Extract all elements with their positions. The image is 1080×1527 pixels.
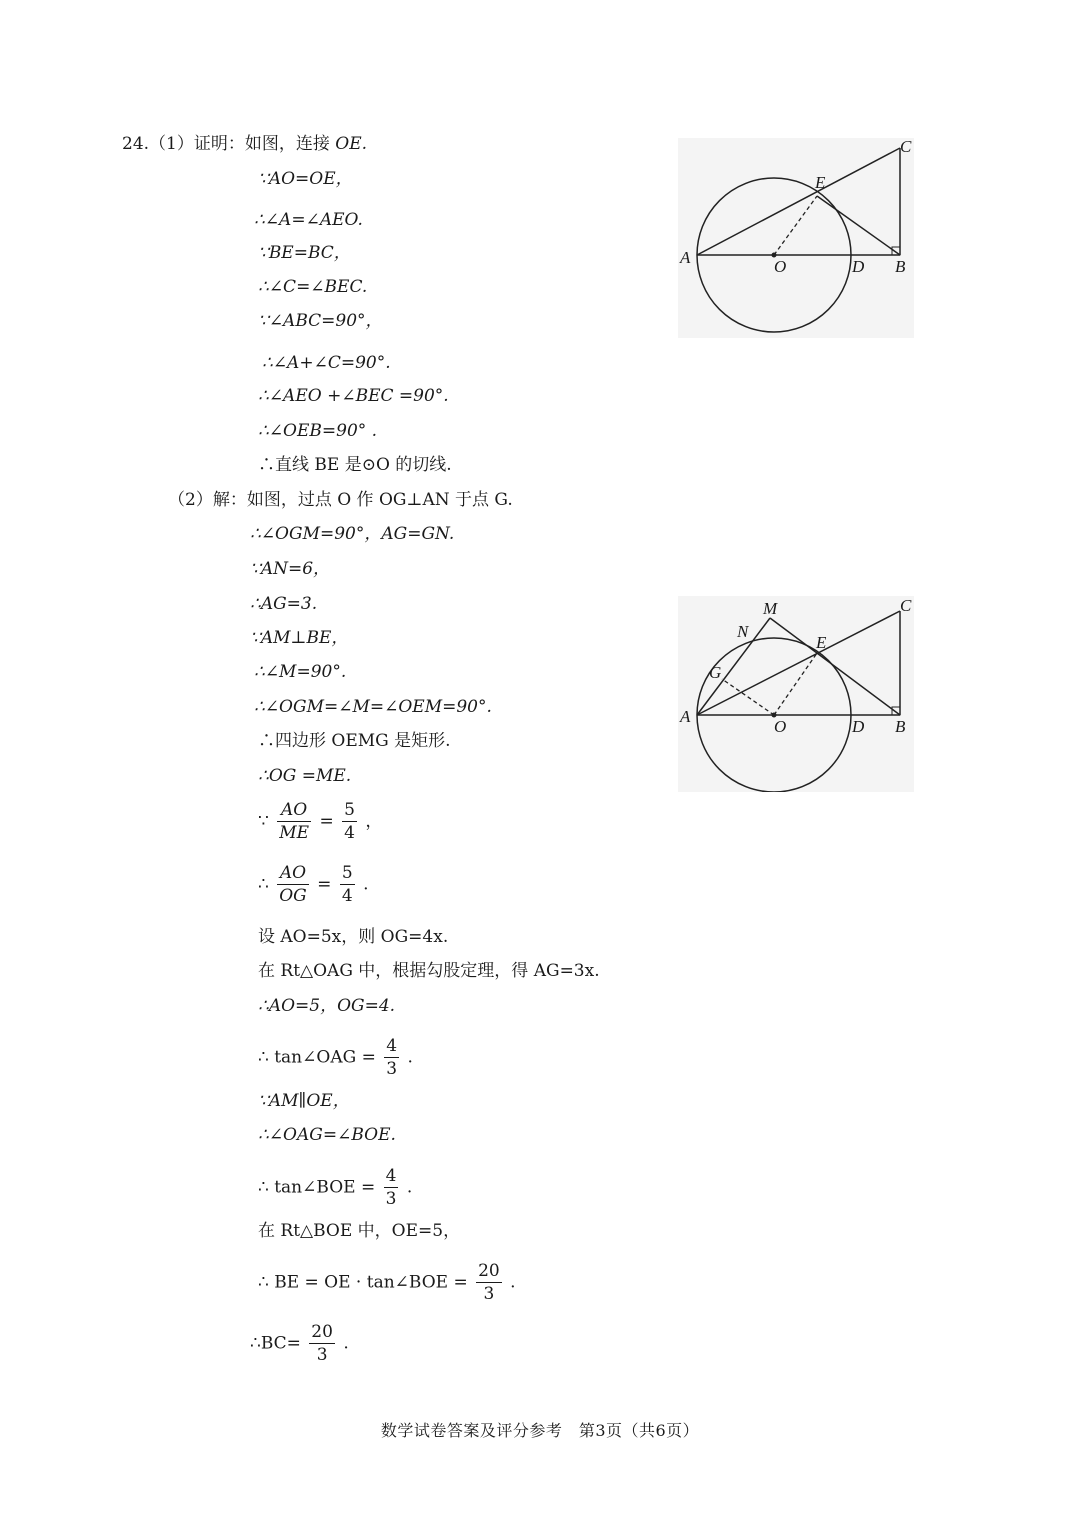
fraction-numerator: AO [277, 865, 309, 885]
fraction-prefix: ∴ tan∠OAG = [258, 1047, 376, 1068]
step-line: ∵BE=BC， [258, 243, 351, 263]
label-b: B [895, 257, 906, 276]
fraction-numerator: 4 [386, 1036, 398, 1056]
figure-1-svg [678, 138, 914, 338]
fraction [277, 865, 309, 905]
step-line: ∵AN=6， [250, 559, 331, 579]
label-e: E [816, 633, 827, 652]
fraction-suffix: ， [365, 811, 383, 832]
segment-og-dashed [722, 679, 774, 715]
page-footer: 数学试卷答案及评分参考 第3页（共6页） [380, 1421, 700, 1440]
fraction-numerator: 20 [478, 1261, 500, 1281]
part2-header: （2）解：如图，过点 O 作 OG⊥AN 于点 G. [168, 490, 513, 510]
label-o: O [774, 257, 787, 276]
segment-am [697, 618, 770, 715]
fraction-line [258, 1263, 516, 1303]
label-a: A [680, 248, 691, 267]
fraction-numerator: 5 [341, 863, 353, 883]
fraction-prefix: ∴ [258, 874, 269, 895]
segment-ac [697, 148, 900, 255]
label-m: M [763, 599, 778, 618]
equals-sign: = [319, 811, 334, 832]
fraction-line [258, 802, 382, 842]
fraction [384, 1168, 399, 1208]
step-line: ∴AO=5，OG=4. [258, 996, 396, 1016]
label-d: D [852, 257, 865, 276]
fraction-numerator: AO [277, 802, 311, 822]
label-n: N [737, 622, 749, 641]
fraction-line [250, 1324, 349, 1364]
fraction [476, 1263, 502, 1303]
step-line: 在 Rt△OAG 中，根据勾股定理，得 AG=3x. [258, 961, 600, 981]
fraction [342, 802, 357, 842]
fraction [309, 1324, 335, 1364]
fraction-denominator: ME [279, 823, 310, 843]
label-g: G [709, 663, 722, 682]
segment-eb [817, 196, 900, 255]
fraction-prefix: ∵ [258, 811, 269, 832]
fraction [340, 865, 355, 905]
fraction [277, 802, 311, 842]
segment-mb [770, 618, 900, 715]
fraction-denominator: 3 [385, 1189, 397, 1209]
fraction-denominator: 4 [341, 886, 353, 906]
step-line: ∵AM⊥BE， [250, 628, 349, 648]
step-line: ∴∠OGM=∠M=∠OEM=90°. [254, 697, 492, 717]
step-line: ∴AG=3. [250, 594, 318, 614]
fraction-denominator: 4 [344, 823, 355, 843]
fraction-suffix: . [406, 1177, 413, 1198]
fraction-line [258, 1168, 412, 1208]
step-line: ∵AM∥OE， [258, 1091, 350, 1111]
step-line: ∴∠A=∠AEO. [254, 210, 363, 230]
geometry-figure-1 [678, 138, 914, 338]
label-e: E [815, 173, 826, 192]
part1-header-text: 24.（1）证明：如图，连接 [122, 134, 330, 154]
fraction-denominator: 3 [483, 1284, 495, 1304]
fraction-suffix: . [407, 1047, 413, 1068]
step-line: 设 AO=5x，则 OG=4x. [258, 927, 449, 947]
step-line: ∵AO=OE， [258, 169, 353, 189]
fraction-numerator: 5 [344, 800, 355, 820]
step-line: ∴∠OAG=∠BOE. [258, 1125, 396, 1145]
step-line: ∴∠OGM=90°，AG=GN. [250, 524, 455, 544]
step-line: ∴∠M=90°. [254, 662, 347, 682]
fraction-denominator: OG [279, 886, 307, 906]
geometry-figure-2 [678, 596, 914, 792]
fraction-suffix: . [363, 874, 369, 895]
fraction-prefix: ∴ BE = OE · tan∠BOE = [258, 1272, 468, 1293]
label-b: B [895, 717, 906, 736]
step-line: ∴∠C=∠BEC. [258, 277, 368, 297]
fraction-numerator: 20 [311, 1322, 333, 1342]
figure-2-svg [678, 596, 914, 792]
fraction-numerator: 4 [385, 1166, 397, 1186]
part1-header [122, 133, 367, 155]
step-line: ∴四边形 OEMG 是矩形. [258, 731, 451, 751]
equals-sign: = [317, 874, 332, 895]
fraction-prefix: ∴ tan∠BOE = [258, 1177, 376, 1198]
step-line: 在 Rt△BOE 中，OE=5， [258, 1221, 461, 1241]
fraction-prefix: ∴BC= [250, 1333, 301, 1354]
segment-ac [697, 611, 900, 715]
label-a: A [680, 707, 691, 726]
label-o: O [774, 717, 787, 736]
fraction-denominator: 3 [386, 1059, 398, 1079]
fraction-suffix: . [510, 1272, 516, 1293]
label-c: C [900, 596, 912, 615]
label-d: D [852, 717, 865, 736]
segment-oe-dashed [774, 196, 817, 255]
fraction-suffix: . [343, 1333, 349, 1354]
part1-header-tail: OE. [335, 134, 368, 154]
step-line: ∵∠ABC=90°， [258, 311, 383, 331]
step-line: ∴OG =ME. [258, 766, 352, 786]
fraction-denominator: 3 [316, 1345, 328, 1365]
fraction-line [258, 1038, 413, 1078]
step-line: ∴直线 BE 是⊙O 的切线. [258, 455, 452, 475]
label-c: C [900, 138, 912, 156]
fraction-line [258, 865, 368, 905]
segment-oe-dashed [774, 653, 817, 715]
step-line: ∴∠AEO +∠BEC =90°. [258, 386, 449, 406]
fraction [384, 1038, 399, 1078]
step-line: ∴∠A+∠C=90°. [262, 353, 391, 373]
step-line: ∴∠OEB=90° . [258, 421, 378, 441]
